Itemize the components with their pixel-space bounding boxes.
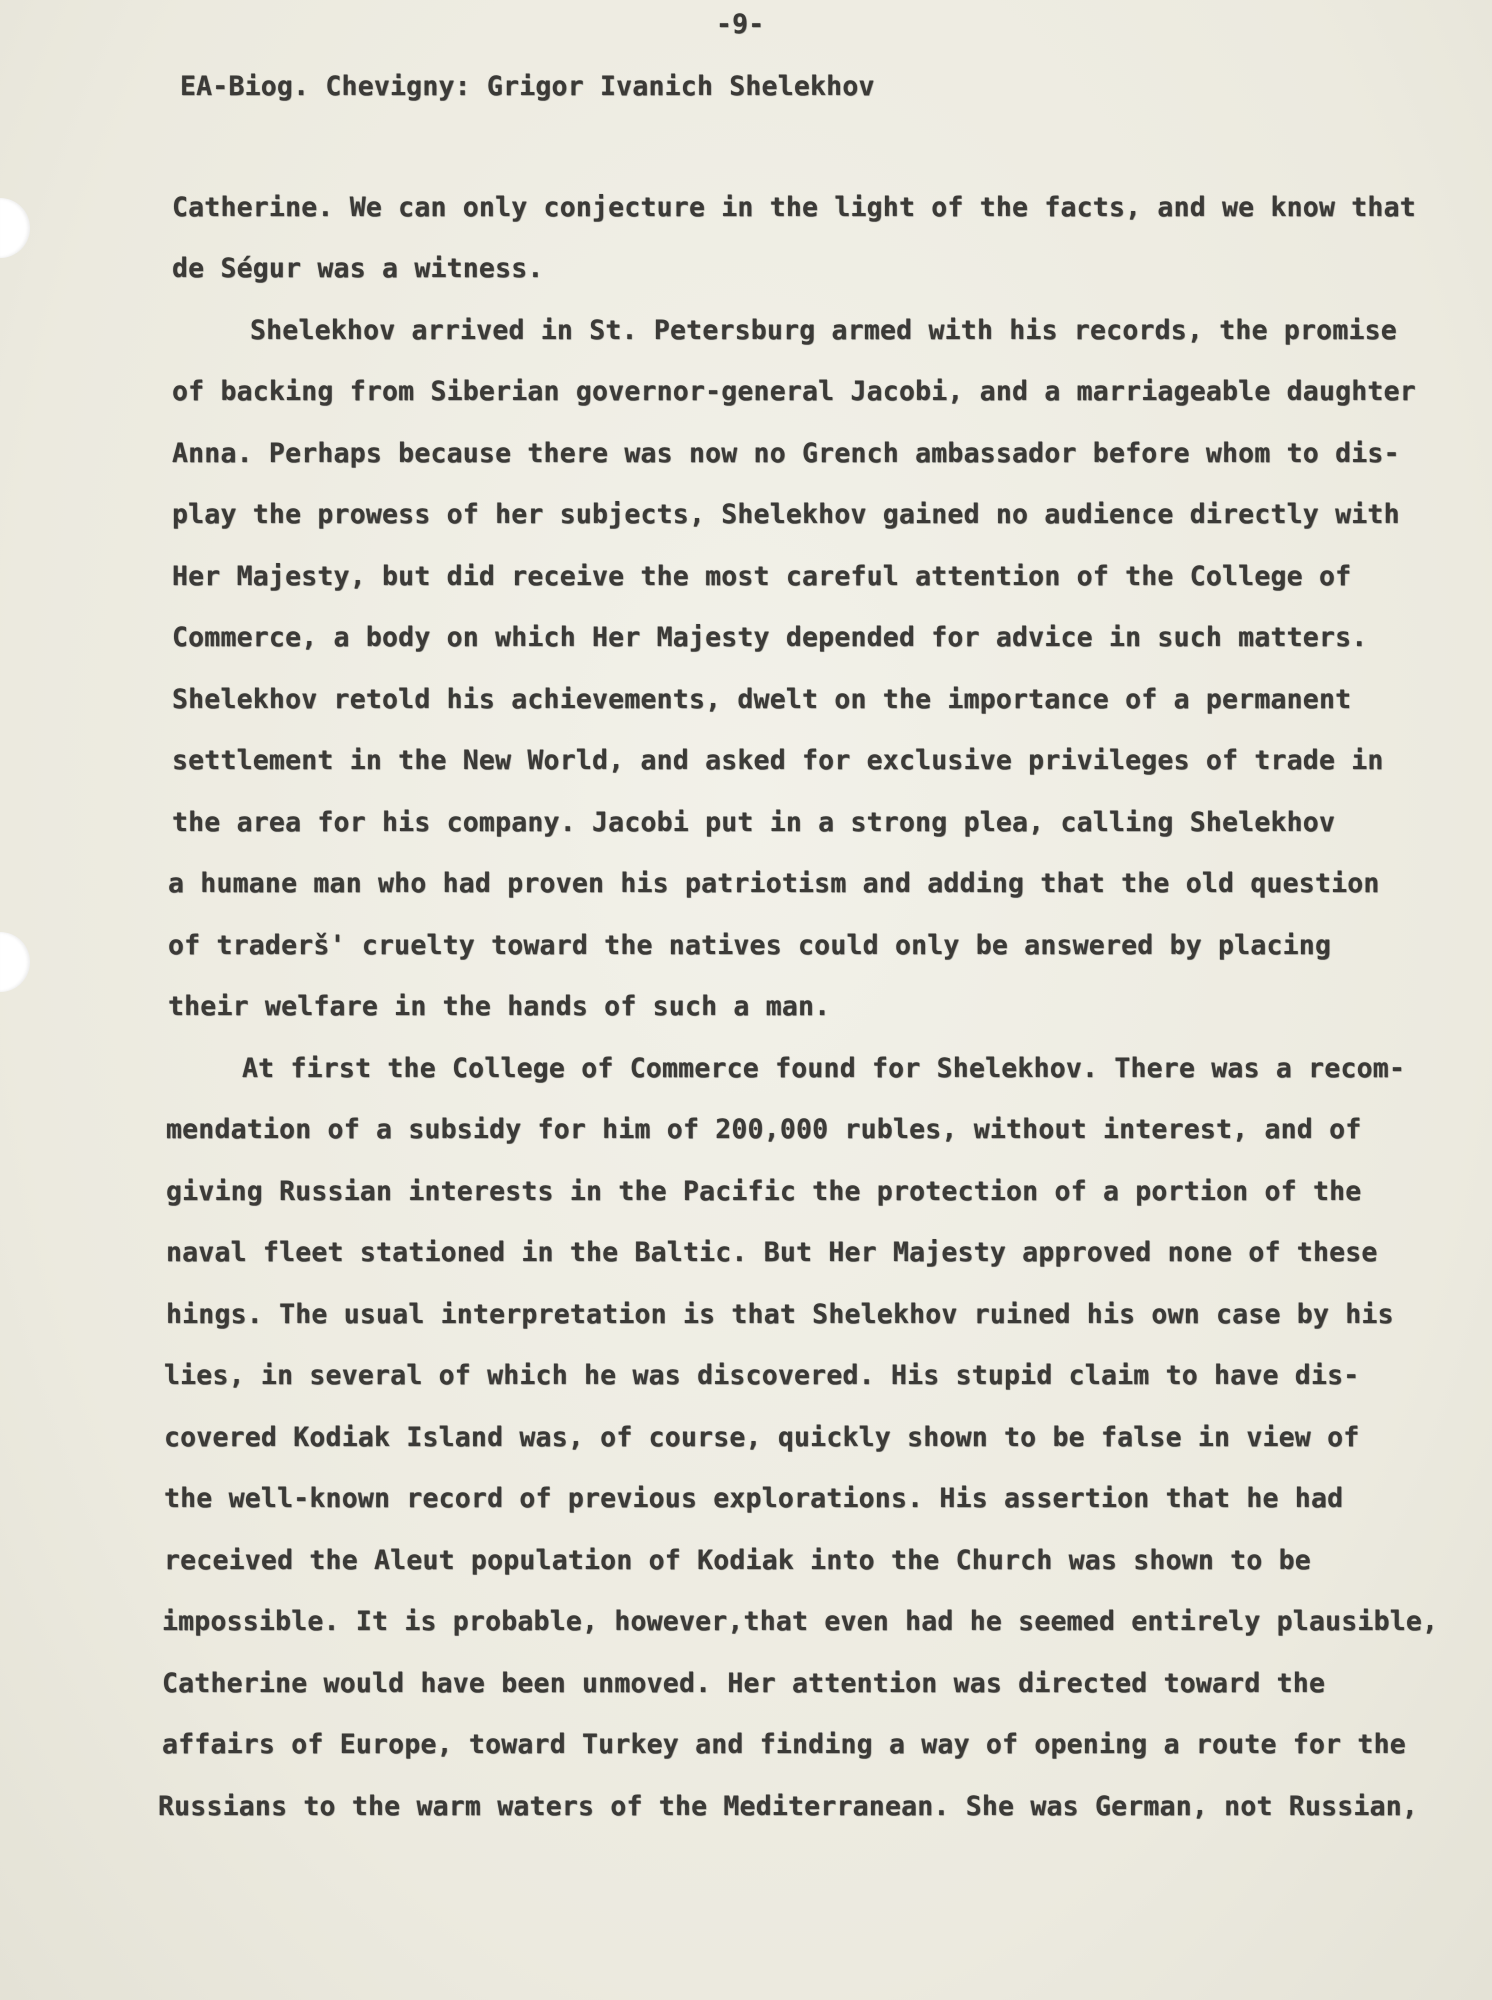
body-line: hings. The usual interpretation is that Shelekhov ruined his own case by his [166, 1299, 1394, 1330]
body-line: of traderš' cruelty toward the natives could only be answered by placing [168, 930, 1332, 961]
body-line: Shelekhov arrived in St. Petersburg armed with his records, the promise [250, 315, 1397, 346]
body-line: settlement in the New World, and asked for exclusive privileges of trade in [172, 745, 1384, 776]
body-line: received the Aleut population of Kodiak into the Church was shown to be [164, 1545, 1311, 1576]
body-line: a humane man who had proven his patriotism and adding that the old question [168, 868, 1380, 899]
body-line: the well-known record of previous explorations. His assertion that he had [164, 1483, 1344, 1514]
running-header: EA-Biog. Chevigny: Grigor Ivanich Shelekhov [180, 71, 875, 102]
body-line: mendation of a subsidy for him of 200,000 rubles, without interest, and of [166, 1114, 1362, 1145]
body-line: their welfare in the hands of such a man. [168, 991, 831, 1022]
body-line: play the prowess of her subjects, Shelekhov gained no audience directly with [172, 499, 1400, 530]
body-line: Commerce, a body on which Her Majesty depended for advice in such matters. [172, 622, 1368, 653]
body-line: lies, in several of which he was discovered. His stupid claim to have dis- [164, 1360, 1360, 1391]
punch-hole-top [0, 198, 30, 258]
punch-hole-middle [0, 932, 30, 992]
body-line: the area for his company. Jacobi put in a strong plea, calling Shelekhov [172, 807, 1336, 838]
body-line: affairs of Europe, toward Turkey and finding a way of opening a route for the [162, 1729, 1406, 1760]
body-line: Her Majesty, but did receive the most careful attention of the College of [172, 561, 1352, 592]
body-line: giving Russian interests in the Pacific the protection of a portion of the [166, 1176, 1362, 1207]
body-line: covered Kodiak Island was, of course, quickly shown to be false in view of [164, 1422, 1360, 1453]
body-line: Catherine would have been unmoved. Her attention was directed toward the [162, 1668, 1326, 1699]
body-line: Anna. Perhaps because there was now no Grench ambassador before whom to dis- [172, 438, 1400, 469]
body-line: de Ségur was a witness. [172, 253, 544, 284]
body-line: Russians to the warm waters of the Mediterranean. She was German, not Russian, [158, 1791, 1419, 1822]
body-line: At first the College of Commerce found for Shelekhov. There was a recom- [242, 1053, 1406, 1084]
body-line: of backing from Siberian governor-general Jacobi, and a marriageable daughter [172, 376, 1416, 407]
body-line: naval fleet stationed in the Baltic. But Her Majesty approved none of these [166, 1237, 1378, 1268]
body-line: Shelekhov retold his achievements, dwelt on the importance of a permanent [172, 684, 1352, 715]
body-line: Catherine. We can only conjecture in the light of the facts, and we know that [172, 192, 1416, 223]
body-line: impossible. It is probable, however,that even had he seemed entirely plausible, [162, 1606, 1439, 1637]
page-number: -9- [716, 9, 765, 40]
